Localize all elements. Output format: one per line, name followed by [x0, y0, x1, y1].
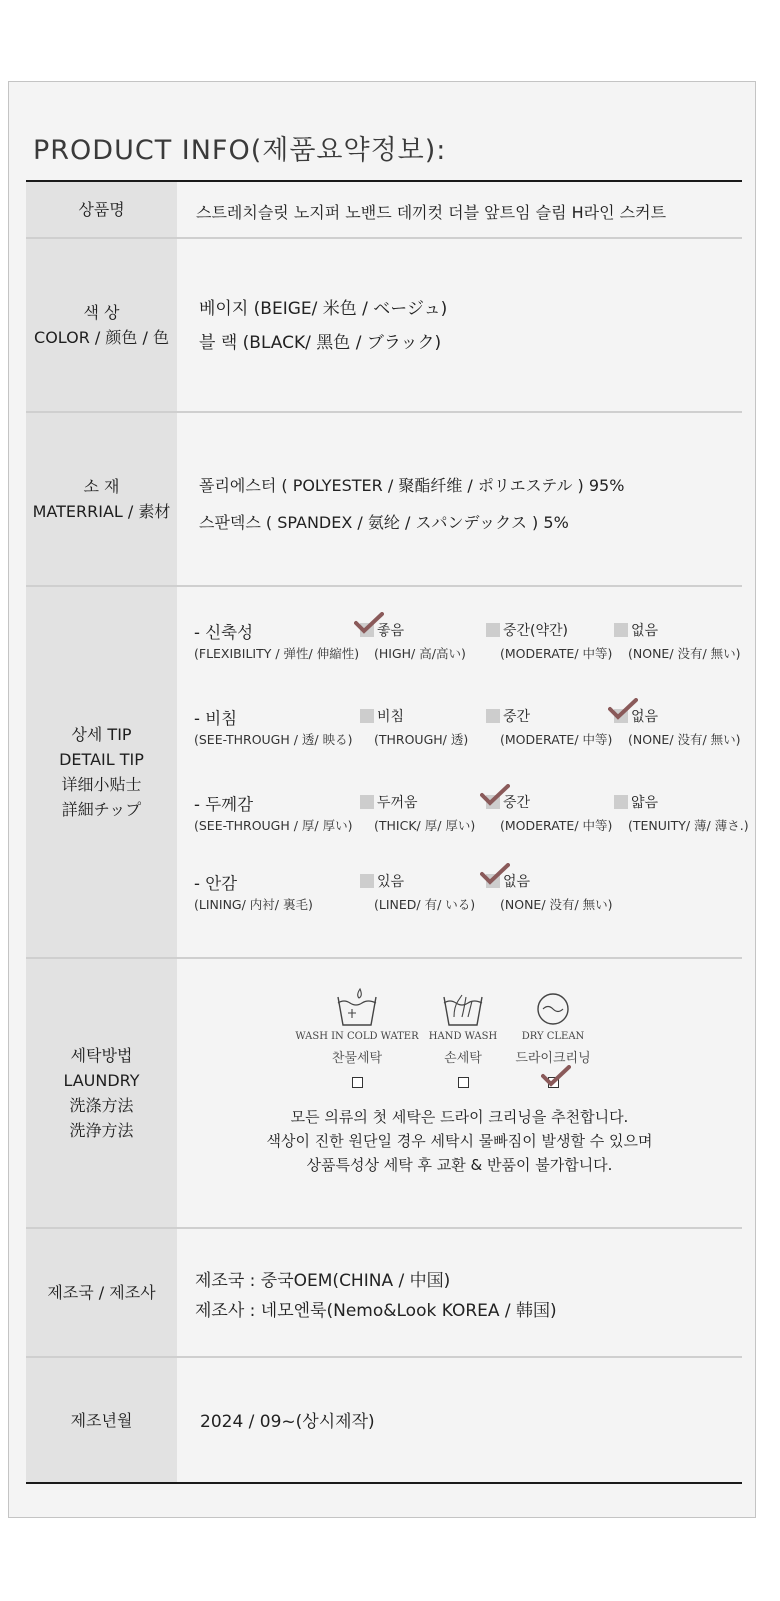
laundry-checkbox[interactable] [352, 1077, 363, 1088]
label-material: 소 재 MATERRIAL / 素材 [26, 413, 177, 585]
hand-wash-icon [440, 987, 486, 1029]
option-checkbox[interactable] [614, 623, 628, 637]
page-title: PRODUCT INFO(제품요약정보): [33, 135, 447, 166]
detail-item-name: - 두께감 [194, 795, 254, 814]
option-checkbox[interactable] [486, 709, 500, 723]
option-checkbox[interactable] [360, 874, 374, 888]
origin-maker: 제조사 : 네모엔룩(Nemo&Look KOREA / 韩国) [195, 1301, 557, 1321]
detail-item-sub: (SEE-THROUGH / 厚/ 厚い) [194, 818, 353, 833]
option-label: 두꺼움 [377, 795, 418, 811]
laundry-notes [177, 1105, 742, 1177]
laundry-method-en: WASH IN COLD WATER [295, 1031, 419, 1042]
label-date: 제조년월 [26, 1358, 177, 1482]
laundry-note-line: 색상이 진한 원단일 경우 세탁시 물빠짐이 발생할 수 있으며 [266, 1132, 653, 1150]
row-origin [26, 1229, 742, 1358]
option-sub: (NONE/ 没有/ 無い) [500, 897, 613, 912]
checkmark-icon [541, 1065, 571, 1087]
option-sub: (MODERATE/ 中等) [500, 646, 613, 661]
row-detail-tip [26, 587, 749, 959]
option-sub: (THICK/ 厚/ 厚い) [374, 818, 476, 833]
date-value: 2024 / 09~(상시제작) [200, 1412, 375, 1432]
option-sub: (LINED/ 有/ いる) [374, 897, 476, 912]
label-detail-tip: 상세 TIP DETAIL TIP 详细小贴士 詳細チップ [26, 587, 177, 957]
product-name-value: 스트레치슬릿 노지퍼 노밴드 데끼컷 더블 앞트임 슬림 H라인 스커트 [196, 203, 667, 222]
row-product-name [26, 182, 742, 239]
value-cell [177, 182, 742, 237]
option-checkbox[interactable] [360, 709, 374, 723]
cold-water-wash-icon [334, 987, 380, 1029]
value-cell [177, 413, 742, 585]
table-bottom-rule [26, 1482, 742, 1484]
option-label: 좋음 [377, 623, 405, 639]
label-color: 색 상 COLOR / 颜色 / 色 [26, 239, 177, 411]
detail-item-sub: (LINING/ 内衬/ 裏毛) [194, 897, 313, 912]
laundry-checkbox[interactable] [458, 1077, 469, 1088]
option-checkbox[interactable] [614, 795, 628, 809]
label-laundry: 세탁방법 LAUNDRY 洗涤方法 洗浄方法 [26, 959, 177, 1227]
origin-country: 제조국 : 중국OEM(CHINA / 中国) [195, 1271, 451, 1291]
value-cell [177, 959, 742, 1227]
option-label: 중간 [503, 709, 531, 725]
laundry-method-ko: 찬물세탁 [331, 1051, 383, 1066]
dry-clean-icon [535, 991, 571, 1027]
option-checkbox[interactable] [360, 795, 374, 809]
value-cell [177, 1358, 742, 1482]
label-product-name: 상품명 [26, 182, 177, 237]
value-cell [177, 587, 749, 957]
laundry-method-en: DRY CLEAN [521, 1031, 585, 1042]
option-label: 얇음 [631, 795, 659, 811]
option-sub: (THROUGH/ 透) [374, 732, 469, 747]
laundry-method-ko: 손세탁 [444, 1051, 482, 1066]
option-sub: (NONE/ 没有/ 無い) [628, 646, 741, 661]
detail-item-sub: (FLEXIBILITY / 弹性/ 伸縮性) [194, 646, 360, 661]
material-spandex: 스판덱스 ( SPANDEX / 氨纶 / スパンデックス ) 5% [199, 513, 569, 532]
detail-item-name: - 신축성 [194, 623, 254, 642]
option-label: 중간 [503, 795, 531, 811]
laundry-note-line: 상품특성상 세탁 후 교환 & 반품이 불가합니다. [306, 1156, 613, 1174]
color-beige: 베이지 (BEIGE/ 米色 / ベージュ) [199, 299, 448, 319]
detail-item-sub: (SEE-THROUGH / 透/ 映る) [194, 732, 353, 747]
option-sub: (HIGH/ 高/高い) [374, 646, 466, 661]
option-label: 있음 [377, 874, 405, 890]
material-polyester: 폴리에스터 ( POLYESTER / 聚酯纤维 / ポリエステル ) 95% [199, 476, 625, 495]
option-label: 비침 [377, 709, 405, 725]
option-label: 없음 [631, 709, 659, 725]
value-cell [177, 239, 742, 411]
option-label: 중간(약간) [503, 623, 569, 639]
option-sub: (NONE/ 没有/ 無い) [628, 732, 741, 747]
option-checkbox[interactable] [486, 623, 500, 637]
laundry-note-line: 모든 의류의 첫 세탁은 드라이 크리닝을 추천합니다. [290, 1108, 629, 1126]
option-sub: (MODERATE/ 中等) [500, 732, 613, 747]
label-origin: 제조국 / 제조사 [26, 1229, 177, 1356]
option-sub: (TENUITY/ 薄/ 薄さ.) [628, 818, 749, 833]
row-material [26, 413, 742, 587]
row-laundry [26, 959, 742, 1229]
color-black: 블 랙 (BLACK/ 黑色 / ブラック) [199, 333, 442, 353]
detail-item-name: - 안감 [194, 874, 238, 893]
detail-item-name: - 비침 [194, 709, 238, 728]
value-cell [177, 1229, 742, 1356]
row-color [26, 239, 742, 413]
option-label: 없음 [631, 623, 659, 639]
row-date [26, 1358, 742, 1482]
option-label: 없음 [503, 874, 531, 890]
laundry-method-en: HAND WASH [428, 1031, 498, 1042]
laundry-method-ko: 드라이크리닝 [515, 1051, 591, 1066]
option-sub: (MODERATE/ 中等) [500, 818, 613, 833]
